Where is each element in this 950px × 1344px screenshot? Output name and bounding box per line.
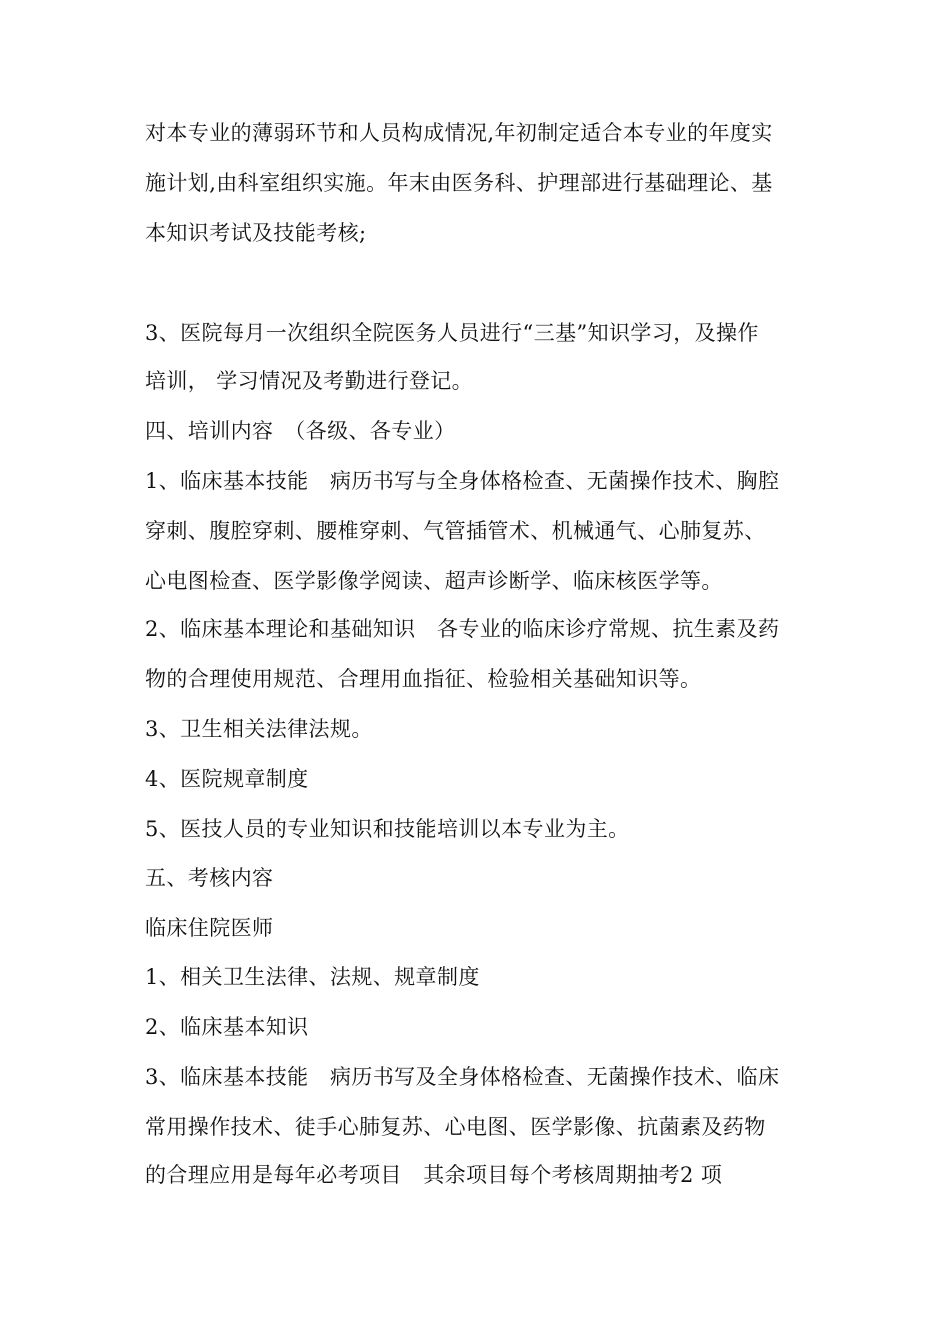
paragraph-line: 物的合理使用规范、合理用血指征、检验相关基础知识等。 — [145, 667, 702, 691]
paragraph-line: 1、临床基本技能 病历书写与全身体格检查、无菌操作技术、胸腔 — [145, 469, 780, 493]
paragraph-line: 培训， 学习情况及考勤进行登记。 — [145, 369, 474, 393]
paragraph-line: 的合理应用是每年必考项目 其余项目每个考核周期抽考2 项 — [145, 1163, 723, 1187]
paragraph-line: 3、临床基本技能 病历书写及全身体格检查、无菌操作技术、临床 — [145, 1065, 780, 1089]
list-item: 5、医技人员的专业知识和技能培训以本专业为主。 — [145, 817, 630, 841]
paragraph-line: 施计划,由科室组织实施。年末由医务科、护理部进行基础理论、基 — [145, 171, 773, 195]
paragraph-line: 穿刺、腹腔穿刺、腰椎穿刺、气管插管术、机械通气、心肺复苏、 — [145, 519, 766, 543]
list-item: 1、相关卫生法律、法规、规章制度 — [145, 965, 480, 989]
section-heading: 五、考核内容 — [145, 866, 274, 890]
list-item: 3、卫生相关法律法规。 — [145, 717, 373, 741]
paragraph-line: 3、医院每月一次组织全院医务人员进行“三基”知识学习，及操作 — [145, 321, 759, 345]
section-heading: 四、培训内容 （各级、各专业） — [145, 419, 456, 443]
paragraph-line: 对本专业的薄弱环节和人员构成情况,年初制定适合本专业的年度实 — [145, 121, 773, 145]
paragraph-line: 本知识考试及技能考核; — [145, 221, 367, 245]
paragraph-line: 常用操作技术、徒手心肺复苏、心电图、医学影像、抗菌素及药物 — [145, 1115, 766, 1139]
subheading: 临床住院医师 — [145, 916, 274, 940]
paragraph-line: 心电图检查、医学影像学阅读、超声诊断学、临床核医学等。 — [145, 569, 723, 593]
list-item: 4、医院规章制度 — [145, 767, 309, 791]
paragraph-line: 2、临床基本理论和基础知识 各专业的临床诊疗常规、抗生素及药 — [145, 617, 780, 641]
list-item: 2、临床基本知识 — [145, 1015, 309, 1039]
